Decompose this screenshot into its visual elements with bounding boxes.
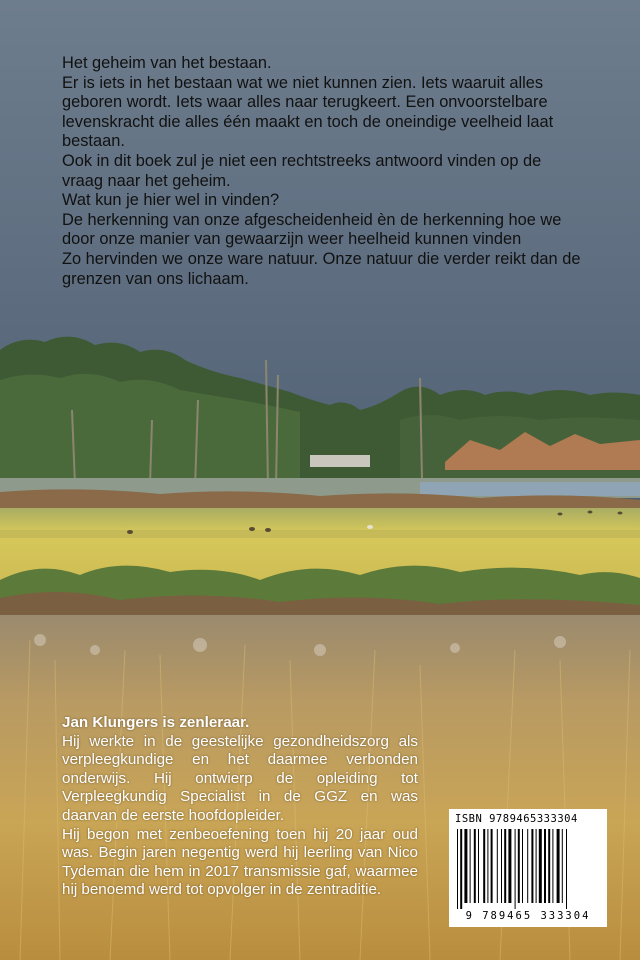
blurb-line-2: Er is iets in het bestaan wat we niet kunnen zien. Iets waaruit alles geboren wordt. Iets waar alles naar terugkeert. Een onvoorstelbare levenskracht die alles één maakt en toch de oneindige veelheid laat bestaan. (62, 73, 554, 151)
back-cover-blurb (62, 54, 582, 289)
isbn-label: ISBN 9789465333304 (455, 813, 578, 825)
blurb-line-5: De herkenning van onze afgescheidenheid èn de herkenning hoe we door onze manier van gewaarzijn weer heelheid kunnen vinden (62, 210, 562, 249)
blurb-line-6: Zo hervinden we onze ware natuur. Onze natuur die verder reikt dan de grenzen van ons lichaam. (62, 249, 581, 288)
author-bio-paragraph-2: Hij begon met zenbeoefening toen hij 20 jaar oud was. Begin jaren negentig werd hij leerling van Nico Tydeman die hem in 2017 transmissie gaf, waarmee hij benoemd werd tot opvolger in de zentraditie. (62, 825, 418, 899)
isbn-digits: 9 789465 333304 (465, 910, 591, 922)
author-bio-title: Jan Klungers is zenleraar. (62, 714, 250, 731)
blurb-line-1: Het geheim van het bestaan. (62, 54, 272, 72)
isbn-barcode (449, 809, 607, 927)
author-bio (62, 714, 418, 900)
author-bio-paragraph-1: Hij werkte in de geestelijke gezondheidszorg als verpleegkundige en het daarmee verbonden onderwijs. Hij ontwierp de opleiding tot Verpleegkundig Specialist in de GGZ en was daarvan de eerste hoofdopleider. (62, 732, 418, 824)
blurb-line-3: Ook in dit boek zul je niet een rechtstreeks antwoord vinden op de vraag naar het geheim. (62, 151, 542, 190)
blurb-line-4: Wat kun je hier wel in vinden? (62, 191, 280, 210)
barcode-bars-icon (455, 829, 601, 909)
